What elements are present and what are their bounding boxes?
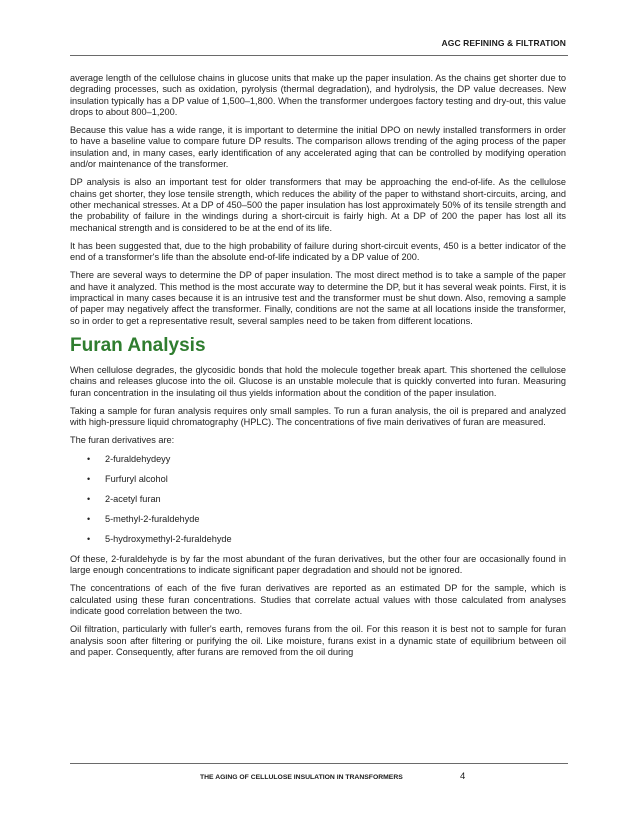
footer-divider bbox=[70, 763, 568, 764]
list-item-text: 2-acetyl furan bbox=[105, 493, 161, 504]
bullet-icon: • bbox=[87, 533, 91, 544]
bullet-icon: • bbox=[87, 453, 91, 464]
list-item bbox=[87, 454, 566, 465]
page-number: 4 bbox=[460, 771, 466, 782]
paragraph: When cellulose degrades, the glycosidic bonds that hold the molecule together break apart. This shortened the cellulose chains and releases glucose into the oil. Glucose is an unstable molecule that is quickly converted into furan. Measuring furan concentration in the insulating oil thus yields information about the condition of the paper insulation. bbox=[70, 364, 566, 398]
list-item bbox=[87, 474, 566, 485]
header-divider bbox=[70, 55, 568, 56]
bullet-icon: • bbox=[87, 513, 91, 524]
list-item-text: 5-methyl-2-furaldehyde bbox=[105, 513, 200, 524]
list-item bbox=[87, 494, 566, 505]
paragraph: The furan derivatives are: bbox=[70, 435, 175, 446]
paragraph: There are several ways to determine the DP of paper insulation. The most direct method is to take a sample of the paper and have it analyzed. This method is the most accurate way to determine the DP, but it has several weak points. First, it is impractical in many cases because it is an intrusive test and the transformer must be shut down. Also, removing a sample of paper may negatively affect the transformer. Finally, conditions are not the same at all locations inside the transformer, so in order to get a representative result, several samples need to be taken from different locations. bbox=[70, 270, 566, 326]
paragraph: DP analysis is also an important test for older transformers that may be approaching the end-of-life. As the cellulose chains get shorter, they lose tensile strength, which reduces the ability of the paper to withstand short-circuits, arcing, and other mechanical stresses. At a DP of 450–500 the paper insulation has lost approximately 50% of its tensile strength and the probability of failure in the windings during a short-circuit is fairly high. At a DP of 200 the paper has lost all its mechanical strength and is considered to be at the end of its life. bbox=[70, 177, 566, 233]
list-item-text: Furfuryl alcohol bbox=[105, 473, 168, 484]
section-heading: Furan Analysis bbox=[70, 334, 206, 356]
running-header: AGC REFINING & FILTRATION bbox=[441, 38, 566, 48]
paragraph: average length of the cellulose chains in glucose units that make up the paper insulation. As the chains get shorter due to degrading processes, such as oxidation, pyrolysis (thermal degradation), and hydrolysis, the DP value decreases. New insulation typically has a DP value of 1,500–1,800. When the transformer undergoes factory testing and dry-out, this value drops to about 800–1,200. bbox=[70, 73, 566, 117]
paragraph: Oil filtration, particularly with fuller's earth, removes furans from the oil. For this reason it is best not to sample for furan analysis soon after filtering or purifying the oil. Like moisture, furans exist in a dynamic state of equilibrium between oil and paper. Consequently, after furans are removed from the oil during bbox=[70, 624, 566, 657]
paragraph: Taking a sample for furan analysis requires only small samples. To run a furan analysis, the oil is prepared and analyzed with high-pressure liquid chromatography (HPLC). The concentrations of five main derivatives of furan are measured. bbox=[70, 405, 566, 428]
furan-derivatives-list bbox=[70, 454, 566, 545]
list-item-text: 5-hydroxymethyl-2-furaldehyde bbox=[105, 533, 232, 544]
page-body bbox=[70, 73, 566, 665]
paragraph: Of these, 2-furaldehyde is by far the most abundant of the furan derivatives, but the other four are occasionally found in large enough concentrations to indicate significant paper degradation and should not be ignored. bbox=[70, 553, 566, 576]
paragraph: Because this value has a wide range, it is important to determine the initial DPO on newly installed transformers in order to have a baseline value to compare future DP results. The comparison allows trending of the aging process of the paper insulation and, in many cases, early identification of any accelerated aging that can be controlled by modifying operation and/or maintenance of the transformer. bbox=[70, 125, 566, 170]
list-item-text: 2-furaldehydeyy bbox=[105, 453, 171, 464]
paragraph: The concentrations of each of the five furan derivatives are reported as an estimated DP for the sample, which is calculated using these furan concentrations. Studies that correlate actual values with those calculated from analyses indicate good correlation between the two. bbox=[70, 583, 566, 616]
list-item bbox=[87, 514, 566, 525]
bullet-icon: • bbox=[87, 493, 91, 504]
bullet-icon: • bbox=[87, 473, 91, 484]
paragraph: It has been suggested that, due to the high probability of failure during short-circuit events, 450 is a better indicator of the end of a transformer's life than the absolute end-of-life indicated by a DP value of 200. bbox=[70, 240, 566, 263]
list-item bbox=[87, 534, 566, 545]
running-footer: THE AGING OF CELLULOSE INSULATION IN TRANSFORMERS bbox=[200, 774, 403, 781]
